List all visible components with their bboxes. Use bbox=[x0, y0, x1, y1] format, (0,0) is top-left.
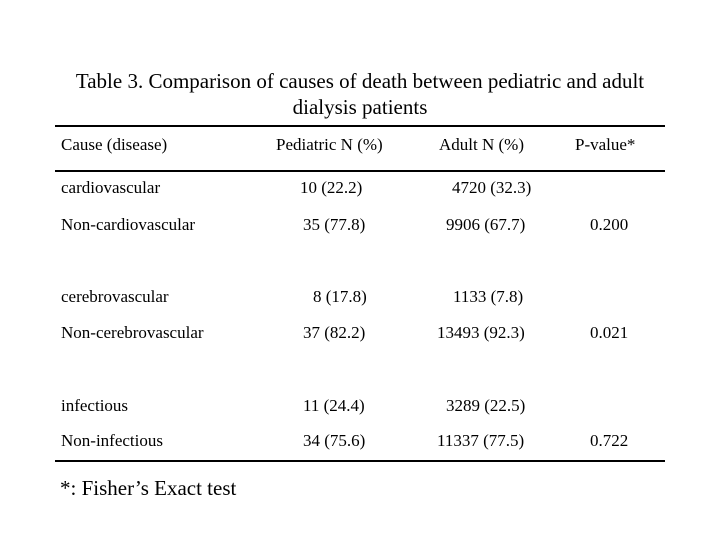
cause-cell: cerebrovascular bbox=[61, 287, 169, 306]
header-pediatric: Pediatric N (%) bbox=[276, 135, 383, 154]
adult-cell: 13493 (92.3) bbox=[437, 323, 525, 342]
header-pvalue: P-value* bbox=[575, 135, 636, 154]
pvalue-cell: 0.021 bbox=[590, 323, 629, 342]
header-adult: Adult N (%) bbox=[439, 135, 524, 154]
pediatric-cell: 34 (75.6) bbox=[303, 431, 366, 450]
table-title-line-1: Table 3. Comparison of causes of death between pediatric and adult bbox=[75, 69, 645, 93]
adult-cell: 1133 (7.8) bbox=[453, 287, 524, 306]
pvalue-cell: 0.722 bbox=[590, 431, 629, 450]
bottom-rule bbox=[55, 460, 665, 462]
pediatric-cell: 35 (77.8) bbox=[303, 215, 366, 234]
pediatric-cell: 11 (24.4) bbox=[303, 396, 365, 415]
pediatric-cell: 10 (22.2) bbox=[300, 178, 363, 197]
header-rule bbox=[55, 170, 665, 172]
adult-cell: 3289 (22.5) bbox=[446, 396, 526, 415]
footnote: *: Fisher’s Exact test bbox=[60, 476, 237, 500]
table-title-line-2: dialysis patients bbox=[292, 95, 428, 119]
adult-cell: 9906 (67.7) bbox=[446, 215, 526, 234]
adult-cell: 11337 (77.5) bbox=[437, 431, 525, 450]
table-title bbox=[0, 68, 720, 120]
pvalue-cell: 0.200 bbox=[590, 215, 629, 234]
cause-cell: Non-cardiovascular bbox=[61, 215, 196, 234]
cause-cell: infectious bbox=[61, 396, 129, 415]
cause-cell: Non-infectious bbox=[61, 431, 163, 450]
adult-cell: 4720 (32.3) bbox=[452, 178, 532, 197]
top-rule bbox=[55, 125, 665, 127]
cause-cell: Non-cerebrovascular bbox=[61, 323, 204, 342]
header-cause: Cause (disease) bbox=[61, 135, 168, 154]
pediatric-cell: 8 (17.8) bbox=[313, 287, 367, 306]
cause-cell: cardiovascular bbox=[61, 178, 161, 197]
pediatric-cell: 37 (82.2) bbox=[303, 323, 366, 342]
